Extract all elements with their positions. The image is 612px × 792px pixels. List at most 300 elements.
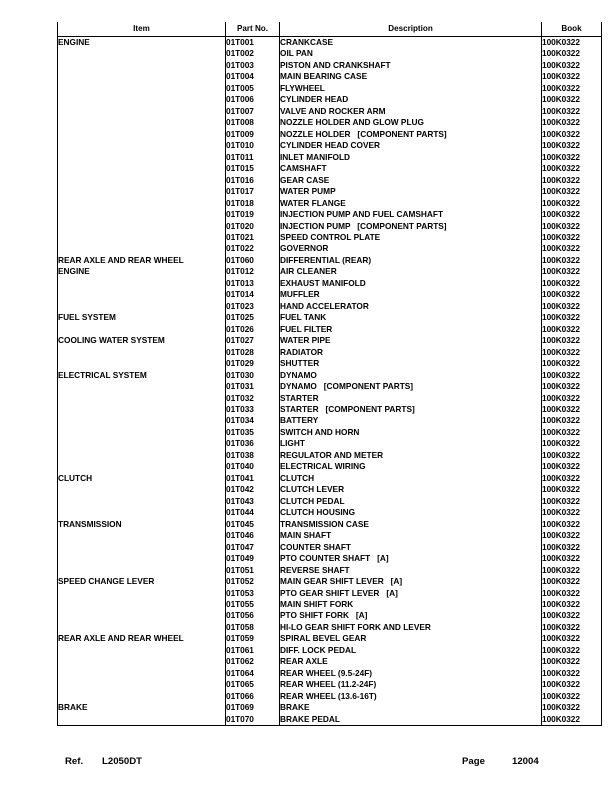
table-row [58,438,602,449]
table-row [58,542,602,553]
cell-part-no: 01T034 [226,415,280,426]
cell-description: INJECTION PUMP [COMPONENT PARTS] [280,221,542,232]
cell-item [58,358,226,369]
cell-part-no: 01T005 [226,83,280,94]
cell-part-no: 01T031 [226,381,280,392]
table-row [58,60,602,71]
table-row [58,530,602,541]
cell-item [58,381,226,392]
cell-book: 100K0322 [542,404,602,415]
cell-book: 100K0322 [542,576,602,587]
cell-book: 100K0322 [542,622,602,633]
cell-item [58,714,226,726]
column-header-part-no: Part No. [226,22,280,37]
parts-table [57,22,602,726]
table-row [58,117,602,128]
cell-part-no: 01T019 [226,209,280,220]
cell-description: BATTERY [280,415,542,426]
cell-description: CLUTCH LEVER [280,484,542,495]
cell-description: INLET MANIFOLD [280,152,542,163]
cell-part-no: 01T049 [226,553,280,564]
cell-part-no: 01T001 [226,37,280,49]
cell-description: PTO SHIFT FORK [A] [280,610,542,621]
cell-description: CLUTCH [280,473,542,484]
cell-part-no: 01T069 [226,702,280,713]
cell-part-no: 01T025 [226,312,280,323]
cell-book: 100K0322 [542,358,602,369]
cell-book: 100K0322 [542,507,602,518]
table-row [58,496,602,507]
table-row [58,473,602,484]
cell-description: BRAKE PEDAL [280,714,542,726]
cell-item [58,83,226,94]
cell-book: 100K0322 [542,198,602,209]
cell-book: 100K0322 [542,301,602,312]
cell-item: ENGINE [58,37,226,49]
cell-item [58,542,226,553]
cell-part-no: 01T059 [226,633,280,644]
cell-description: STARTER [COMPONENT PARTS] [280,404,542,415]
cell-description: SPIRAL BEVEL GEAR [280,633,542,644]
cell-description: CLUTCH HOUSING [280,507,542,518]
cell-book: 100K0322 [542,702,602,713]
cell-book: 100K0322 [542,519,602,530]
cell-part-no: 01T046 [226,530,280,541]
column-header-item: Item [58,22,226,37]
cell-book: 100K0322 [542,83,602,94]
cell-description: MAIN SHAFT [280,530,542,541]
cell-item [58,461,226,472]
cell-item [58,232,226,243]
cell-description: CLUTCH PEDAL [280,496,542,507]
cell-book: 100K0322 [542,289,602,300]
cell-item [58,175,226,186]
cell-book: 100K0322 [542,347,602,358]
cell-part-no: 01T045 [226,519,280,530]
cell-part-no: 01T014 [226,289,280,300]
cell-item [58,209,226,220]
cell-part-no: 01T038 [226,450,280,461]
cell-part-no: 01T051 [226,565,280,576]
cell-description: FUEL FILTER [280,324,542,335]
cell-book: 100K0322 [542,484,602,495]
cell-book: 100K0322 [542,633,602,644]
cell-part-no: 01T058 [226,622,280,633]
cell-description: SPEED CONTROL PLATE [280,232,542,243]
cell-part-no: 01T053 [226,588,280,599]
table-row [58,243,602,254]
cell-part-no: 01T023 [226,301,280,312]
cell-book: 100K0322 [542,599,602,610]
ref-value: L2050DT [102,756,142,767]
cell-description: WATER FLANGE [280,198,542,209]
cell-description: BRAKE [280,702,542,713]
cell-book: 100K0322 [542,266,602,277]
cell-book: 100K0322 [542,71,602,82]
table-row [58,71,602,82]
cell-item: BRAKE [58,702,226,713]
cell-part-no: 01T070 [226,714,280,726]
table-row [58,702,602,713]
cell-part-no: 01T035 [226,427,280,438]
table-row [58,656,602,667]
cell-item [58,450,226,461]
cell-part-no: 01T030 [226,370,280,381]
cell-item [58,152,226,163]
cell-item: TRANSMISSION [58,519,226,530]
cell-book: 100K0322 [542,335,602,346]
cell-description: DIFF. LOCK PEDAL [280,645,542,656]
table-row [58,106,602,117]
cell-description: STARTER [280,393,542,404]
table-row [58,186,602,197]
cell-part-no: 01T009 [226,129,280,140]
table-row [58,175,602,186]
table-row [58,163,602,174]
table-row [58,714,602,726]
cell-item [58,324,226,335]
table-row [58,221,602,232]
table-row [58,622,602,633]
cell-item: CLUTCH [58,473,226,484]
cell-item [58,622,226,633]
cell-part-no: 01T061 [226,645,280,656]
cell-item: REAR AXLE AND REAR WHEEL [58,255,226,266]
table-header [58,22,602,37]
cell-book: 100K0322 [542,381,602,392]
table-row [58,140,602,151]
cell-item [58,404,226,415]
table-row [58,645,602,656]
cell-part-no: 01T020 [226,221,280,232]
cell-book: 100K0322 [542,542,602,553]
cell-item [58,243,226,254]
cell-item [58,484,226,495]
table-row [58,37,602,49]
cell-description: WATER PUMP [280,186,542,197]
table-row [58,347,602,358]
table-row [58,668,602,679]
table-row [58,679,602,690]
cell-part-no: 01T016 [226,175,280,186]
table-row [58,232,602,243]
cell-description: DYNAMO [COMPONENT PARTS] [280,381,542,392]
table-row [58,289,602,300]
cell-part-no: 01T002 [226,48,280,59]
cell-book: 100K0322 [542,656,602,667]
cell-item [58,163,226,174]
cell-description: TRANSMISSION CASE [280,519,542,530]
table-row [58,404,602,415]
cell-part-no: 01T021 [226,232,280,243]
table-row [58,335,602,346]
cell-book: 100K0322 [542,496,602,507]
cell-part-no: 01T028 [226,347,280,358]
cell-book: 100K0322 [542,610,602,621]
table-row [58,278,602,289]
cell-part-no: 01T015 [226,163,280,174]
cell-description: DYNAMO [280,370,542,381]
cell-item [58,48,226,59]
cell-item [58,553,226,564]
cell-part-no: 01T004 [226,71,280,82]
cell-item [58,679,226,690]
cell-item [58,530,226,541]
header-row [58,22,602,37]
cell-description: CAMSHAFT [280,163,542,174]
cell-part-no: 01T011 [226,152,280,163]
table-row [58,427,602,438]
page-footer [57,756,555,770]
cell-book: 100K0322 [542,668,602,679]
cell-book: 100K0322 [542,221,602,232]
cell-part-no: 01T026 [226,324,280,335]
cell-book: 100K0322 [542,714,602,726]
cell-book: 100K0322 [542,255,602,266]
cell-part-no: 01T047 [226,542,280,553]
cell-item [58,140,226,151]
cell-item [58,117,226,128]
cell-part-no: 01T036 [226,438,280,449]
cell-description: PISTON AND CRANKSHAFT [280,60,542,71]
cell-part-no: 01T064 [226,668,280,679]
cell-description: REVERSE SHAFT [280,565,542,576]
cell-description: INJECTION PUMP AND FUEL CAMSHAFT [280,209,542,220]
cell-book: 100K0322 [542,186,602,197]
cell-part-no: 01T043 [226,496,280,507]
cell-description: REAR AXLE [280,656,542,667]
cell-description: CYLINDER HEAD [280,94,542,105]
cell-item [58,645,226,656]
cell-part-no: 01T018 [226,198,280,209]
cell-item: SPEED CHANGE LEVER [58,576,226,587]
cell-description: SHUTTER [280,358,542,369]
cell-book: 100K0322 [542,117,602,128]
table-row [58,381,602,392]
cell-description: AIR CLEANER [280,266,542,277]
cell-part-no: 01T027 [226,335,280,346]
cell-book: 100K0322 [542,588,602,599]
cell-item [58,656,226,667]
table-row [58,588,602,599]
cell-description: GOVERNOR [280,243,542,254]
table-row [58,312,602,323]
cell-item: ENGINE [58,266,226,277]
table-row [58,484,602,495]
table-row [58,129,602,140]
ref-label: Ref. [65,756,84,767]
cell-description: MAIN SHIFT FORK [280,599,542,610]
cell-part-no: 01T008 [226,117,280,128]
cell-description: WATER PIPE [280,335,542,346]
cell-item [58,691,226,702]
cell-description: REAR WHEEL (13.6-16T) [280,691,542,702]
cell-book: 100K0322 [542,450,602,461]
cell-item [58,438,226,449]
column-header-book: Book [542,22,602,37]
cell-book: 100K0322 [542,324,602,335]
cell-description: SWITCH AND HORN [280,427,542,438]
cell-item [58,610,226,621]
cell-book: 100K0322 [542,461,602,472]
table-body [58,37,602,726]
cell-description: MAIN BEARING CASE [280,71,542,82]
table-row [58,393,602,404]
cell-item [58,106,226,117]
cell-description: PTO GEAR SHIFT LEVER [A] [280,588,542,599]
cell-item [58,393,226,404]
cell-book: 100K0322 [542,163,602,174]
cell-item [58,221,226,232]
cell-item [58,427,226,438]
cell-book: 100K0322 [542,106,602,117]
table-row [58,48,602,59]
cell-item [58,588,226,599]
cell-part-no: 01T032 [226,393,280,404]
cell-part-no: 01T003 [226,60,280,71]
cell-item [58,278,226,289]
cell-book: 100K0322 [542,152,602,163]
table-row [58,633,602,644]
cell-item [58,129,226,140]
cell-book: 100K0322 [542,232,602,243]
table-row [58,691,602,702]
cell-description: REAR WHEEL (9.5-24F) [280,668,542,679]
cell-book: 100K0322 [542,312,602,323]
cell-item [58,415,226,426]
cell-book: 100K0322 [542,94,602,105]
cell-item [58,186,226,197]
cell-part-no: 01T056 [226,610,280,621]
cell-description: FUEL TANK [280,312,542,323]
cell-description: HI-LO GEAR SHIFT FORK AND LEVER [280,622,542,633]
cell-book: 100K0322 [542,370,602,381]
cell-book: 100K0322 [542,438,602,449]
cell-book: 100K0322 [542,427,602,438]
cell-part-no: 01T007 [226,106,280,117]
table-row [58,266,602,277]
cell-book: 100K0322 [542,175,602,186]
cell-item: COOLING WATER SYSTEM [58,335,226,346]
table-row [58,324,602,335]
cell-book: 100K0322 [542,645,602,656]
cell-part-no: 01T006 [226,94,280,105]
table-row [58,358,602,369]
cell-description: ELECTRICAL WIRING [280,461,542,472]
cell-item [58,599,226,610]
cell-book: 100K0322 [542,415,602,426]
cell-book: 100K0322 [542,278,602,289]
table-row [58,415,602,426]
cell-part-no: 01T033 [226,404,280,415]
cell-item [58,60,226,71]
cell-part-no: 01T013 [226,278,280,289]
cell-part-no: 01T010 [226,140,280,151]
cell-description: MUFFLER [280,289,542,300]
cell-part-no: 01T062 [226,656,280,667]
cell-description: GEAR CASE [280,175,542,186]
cell-book: 100K0322 [542,393,602,404]
cell-book: 100K0322 [542,243,602,254]
table-row [58,301,602,312]
cell-part-no: 01T065 [226,679,280,690]
cell-description: CRANKCASE [280,37,542,49]
cell-part-no: 01T022 [226,243,280,254]
cell-book: 100K0322 [542,37,602,49]
cell-description: REAR WHEEL (11.2-24F) [280,679,542,690]
cell-part-no: 01T060 [226,255,280,266]
cell-book: 100K0322 [542,209,602,220]
cell-description: HAND ACCELERATOR [280,301,542,312]
cell-part-no: 01T066 [226,691,280,702]
cell-item [58,668,226,679]
cell-description: EXHAUST MANIFOLD [280,278,542,289]
cell-description: COUNTER SHAFT [280,542,542,553]
cell-description: VALVE AND ROCKER ARM [280,106,542,117]
cell-description: CYLINDER HEAD COVER [280,140,542,151]
table-row [58,610,602,621]
cell-item [58,71,226,82]
cell-part-no: 01T040 [226,461,280,472]
table-row [58,565,602,576]
table-row [58,553,602,564]
cell-item [58,94,226,105]
table-row [58,255,602,266]
table-row [58,198,602,209]
cell-book: 100K0322 [542,553,602,564]
cell-book: 100K0322 [542,60,602,71]
cell-part-no: 01T017 [226,186,280,197]
cell-item: ELECTRICAL SYSTEM [58,370,226,381]
cell-description: RADIATOR [280,347,542,358]
table-row [58,209,602,220]
table-row [58,576,602,587]
cell-description: PTO COUNTER SHAFT [A] [280,553,542,564]
cell-book: 100K0322 [542,140,602,151]
cell-item [58,565,226,576]
cell-item [58,198,226,209]
cell-description: MAIN GEAR SHIFT LEVER [A] [280,576,542,587]
cell-description: NOZZLE HOLDER [COMPONENT PARTS] [280,129,542,140]
cell-book: 100K0322 [542,565,602,576]
cell-book: 100K0322 [542,530,602,541]
cell-part-no: 01T044 [226,507,280,518]
column-header-description: Description [280,22,542,37]
cell-part-no: 01T041 [226,473,280,484]
cell-part-no: 01T055 [226,599,280,610]
cell-part-no: 01T052 [226,576,280,587]
cell-part-no: 01T012 [226,266,280,277]
table-row [58,519,602,530]
cell-part-no: 01T029 [226,358,280,369]
cell-part-no: 01T042 [226,484,280,495]
cell-item [58,301,226,312]
cell-book: 100K0322 [542,48,602,59]
table-row [58,83,602,94]
cell-item [58,496,226,507]
cell-book: 100K0322 [542,691,602,702]
cell-item [58,289,226,300]
page-label: Page [462,756,485,767]
page-number: 12004 [512,756,539,767]
cell-description: FLYWHEEL [280,83,542,94]
cell-item [58,347,226,358]
table-row [58,599,602,610]
table-row [58,450,602,461]
cell-item: FUEL SYSTEM [58,312,226,323]
cell-description: DIFFERENTIAL (REAR) [280,255,542,266]
table-row [58,507,602,518]
